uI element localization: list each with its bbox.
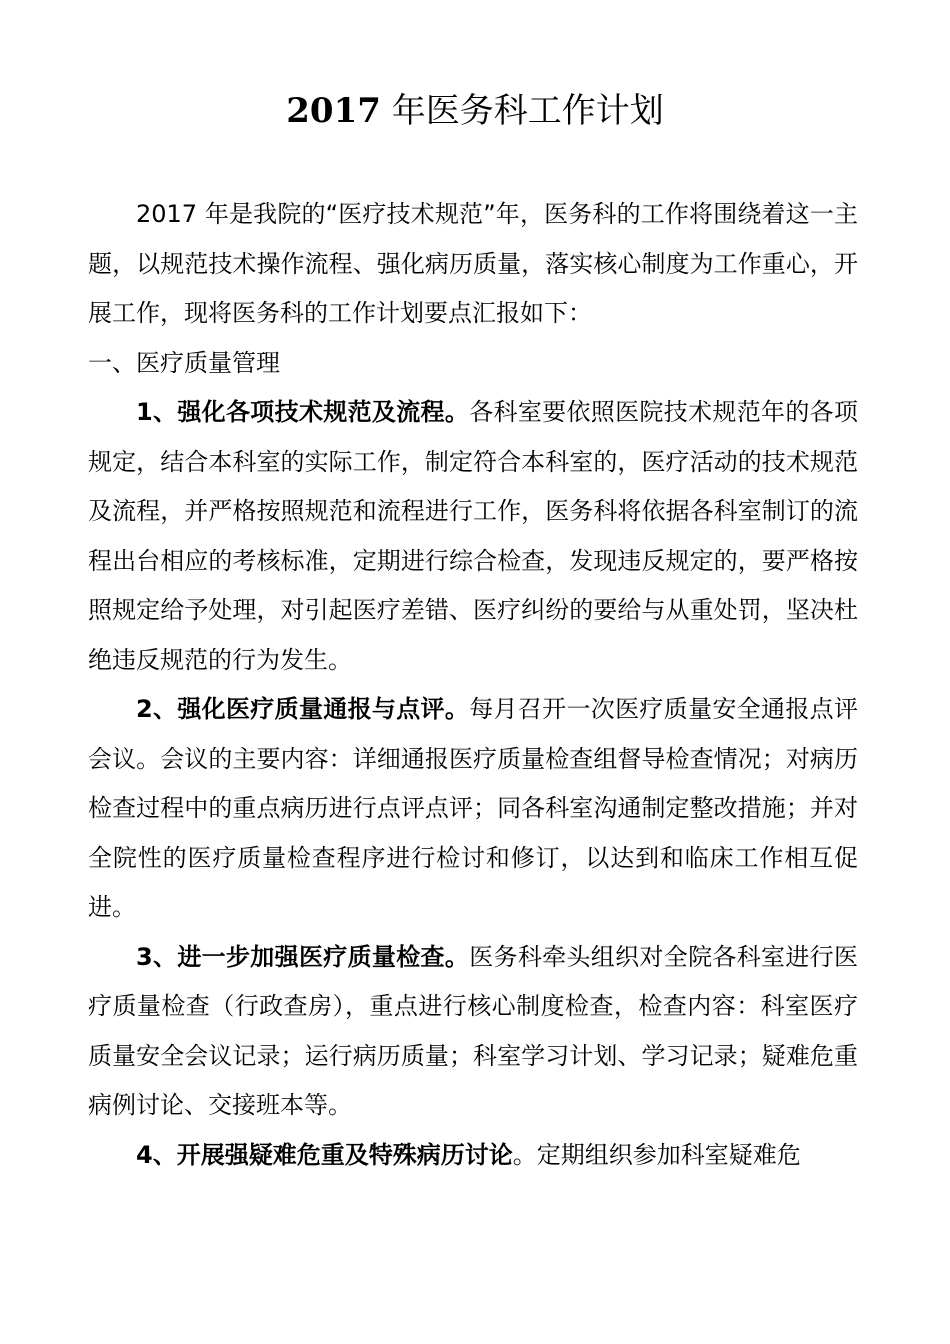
title-year: 2017: [286, 91, 381, 131]
item-text: 每月召开一次医疗质量安全通报点评会议。会议的主要内容：详细通报医疗质量检查组督导检查情况；对病历检查过程中的重点病历进行点评点评；同各科室沟通制定整改措施；并对全院性的医疗质量检查程序进行检讨和修订，以达到和临床工作相互促进。: [88, 695, 858, 921]
item-lead: 4、开展强疑难危重及特殊病历讨论: [136, 1140, 513, 1169]
item-lead: 2、强化医疗质量通报与点评。: [136, 695, 470, 723]
list-item: [88, 388, 858, 685]
title-text: 年医务科工作计划: [380, 91, 664, 131]
item-text: 。定期组织参加科室疑难危: [512, 1140, 801, 1169]
list-item: [88, 1131, 858, 1181]
document-body: [88, 190, 858, 1180]
list-item: [88, 933, 858, 1131]
document-title: [0, 86, 950, 136]
section-heading: 一、医疗质量管理: [88, 348, 280, 377]
item-lead: 3、进一步加强医疗质量检查。: [136, 942, 470, 971]
item-lead: 1、强化各项技术规范及流程。: [136, 398, 470, 426]
list-item: [88, 685, 858, 933]
item-text: 医务科牵头组织对全院各科室进行医疗质量检查（行政查房），重点进行核心制度检查，检查内容：科室医疗质量安全会议记录；运行病历质量；科室学习计划、学习记录；疑难危重病例讨论、交接班本等。: [88, 942, 858, 1119]
intro-paragraph: 2017 年是我院的“医疗技术规范”年，医务科的工作将围绕着这一主题，以规范技术操作流程、强化病历质量，落实核心制度为工作重心，开展工作，现将医务科的工作计划要点汇报如下：: [88, 200, 858, 327]
item-text: 各科室要依照医院技术规范年的各项规定，结合本科室的实际工作，制定符合本科室的，医疗活动的技术规范及流程，并严格按照规范和流程进行工作，医务科将依据各科室制订的流程出台相应的考核标准，定期进行综合检查，发现违反规定的，要严格按照规定给予处理，对引起医疗差错、医疗纠纷的要给与从重处罚，坚决杜绝违反规范的行为发生。: [88, 398, 858, 674]
